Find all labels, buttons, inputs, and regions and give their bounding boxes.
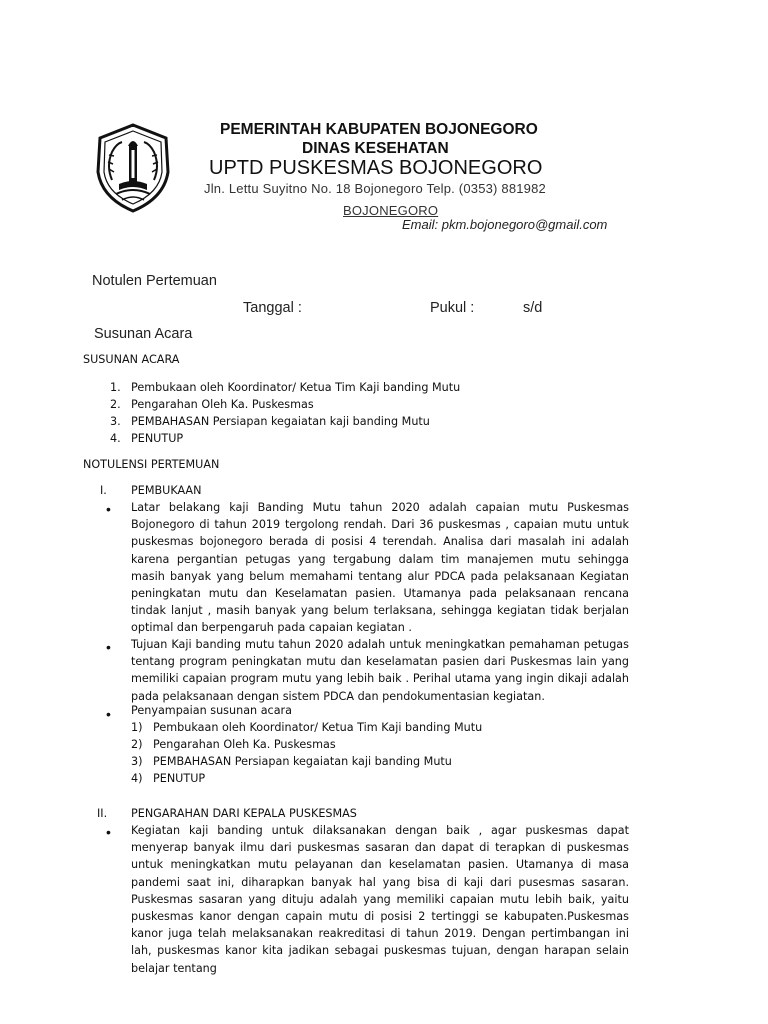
agenda-item: Pembukaan oleh Koordinator/ Ketua Tim Kaji banding Mutu (131, 381, 461, 394)
sub-item-number: 4) (131, 772, 143, 785)
bojonegoro-emblem-logo (92, 122, 174, 214)
agenda-item-number: 3. (110, 415, 121, 428)
time-separator: s/d (523, 300, 543, 316)
letterhead-city: BOJONEGORO (343, 203, 439, 218)
section-number: I. (100, 484, 107, 497)
section-number: II. (97, 807, 108, 820)
agenda-heading: SUSUNAN ACARA (83, 353, 180, 366)
agenda-label: Susunan Acara (94, 326, 193, 342)
sub-item-number: 1) (131, 721, 143, 734)
letterhead-address: Jln. Lettu Suyitno No. 18 Bojonegoro Telp. (0353) 881982 (204, 181, 546, 196)
letterhead-government: PEMERINTAH KABUPATEN BOJONEGORO (220, 121, 538, 138)
letterhead-email: Email: pkm.bojonegoro@gmail.com (402, 217, 608, 232)
opening-purpose-paragraph: Tujuan Kaji banding mutu tahun 2020 adalah untuk meningkatkan pemahaman petugas tentang program peningkatan mutu dan keselamatan pasien dari Puskesmas lain yang memiliki capaian program mutu yang lebih baik . Perihal utama yang ingin dikaji adalah pada pelaksanaan dengan sistem PDCA dan pendokumentasian kegiatan. (131, 638, 629, 703)
agenda-delivery-text: Penyampaian susunan acara (131, 704, 293, 717)
sub-item-number: 2) (131, 738, 143, 751)
agenda-item: PENUTUP (131, 432, 184, 445)
sub-item-number: 3) (131, 755, 143, 768)
letterhead-institution: UPTD PUSKESMAS BOJONEGORO (209, 157, 543, 179)
sub-item: Pembukaan oleh Koordinator/ Ketua Tim Kaji banding Mutu (153, 721, 483, 734)
bullet-icon: • (106, 501, 111, 517)
agenda-item: Pengarahan Oleh Ka. Puskesmas (131, 398, 314, 411)
sub-item: PENUTUP (153, 772, 206, 785)
date-label: Tanggal : (243, 300, 302, 316)
agenda-item-number: 2. (110, 398, 121, 411)
direction-paragraph: Kegiatan kaji banding untuk dilaksanakan dengan baik , agar puskesmas dapat menyerap banyak ilmu dari puskesmas sasaran dan dapat di terapkan di puskesmas untuk meningkatkan mutu pelayanan dan keselamatan pasien. Utamanya di masa pandemi saat ini, diharapkan banyak hal yang bisa di kaji dari pusesmas sasaran. Puskesmas sasaran yang dituju adalah yang memiliki capaian mutu lebih baik, yaitu puskesmas kanor dengan capain mutu di posisi 2 tertinggi se kabupaten.Puskesmas kanor juga telah melaksanakan reakreditasi di tahun 2019. Dengan pertimbangan ini lah, puskesmas kanor kita jadikan sebagai puskesmas tujuan, dengan harapan selain belajar tentang (131, 824, 629, 975)
notes-heading: NOTULENSI PERTEMUAN (83, 458, 220, 471)
sub-item: PEMBAHASAN Persiapan kegaiatan kaji banding Mutu (153, 755, 452, 768)
agenda-item-number: 4. (110, 432, 121, 445)
bullet-icon: • (106, 639, 111, 655)
agenda-item-number: 1. (110, 381, 121, 394)
meeting-title: Notulen Pertemuan (92, 273, 217, 289)
section-title: PEMBUKAAN (131, 484, 202, 497)
bullet-icon: • (106, 824, 111, 840)
section-title: PENGARAHAN DARI KEPALA PUSKESMAS (131, 807, 357, 820)
time-label: Pukul : (430, 300, 475, 316)
opening-background-paragraph: Latar belakang kaji Banding Mutu tahun 2020 adalah capaian mutu Puskesmas Bojonegoro di tahun 2019 tergolong rendah. Dari 36 puskesmas , capaian mutu untuk puskesmas bojonegoro berada di posisi 4 terendah. Analisa dari masalah ini adalah karena pergantian petugas yang tergabung dalam tim manajemen mutu sehingga masih banyak yang belum memahami tentang alur PDCA pada pelaksanaan Kegiatan peningkatan mutu dan Keselamatan pasien. Utamanya pada pelaksanaan rencana tindak lanjut , masih banyak yang belum terlaksana, sehingga kegiatan tidak berjalan optimal dan berpengaruh pada capaian kegiatan . (131, 501, 629, 635)
agenda-item: PEMBAHASAN Persiapan kegaiatan kaji banding Mutu (131, 415, 430, 428)
letterhead-department: DINAS KESEHATAN (302, 140, 449, 157)
sub-item: Pengarahan Oleh Ka. Puskesmas (153, 738, 336, 751)
bullet-icon: • (106, 706, 111, 722)
